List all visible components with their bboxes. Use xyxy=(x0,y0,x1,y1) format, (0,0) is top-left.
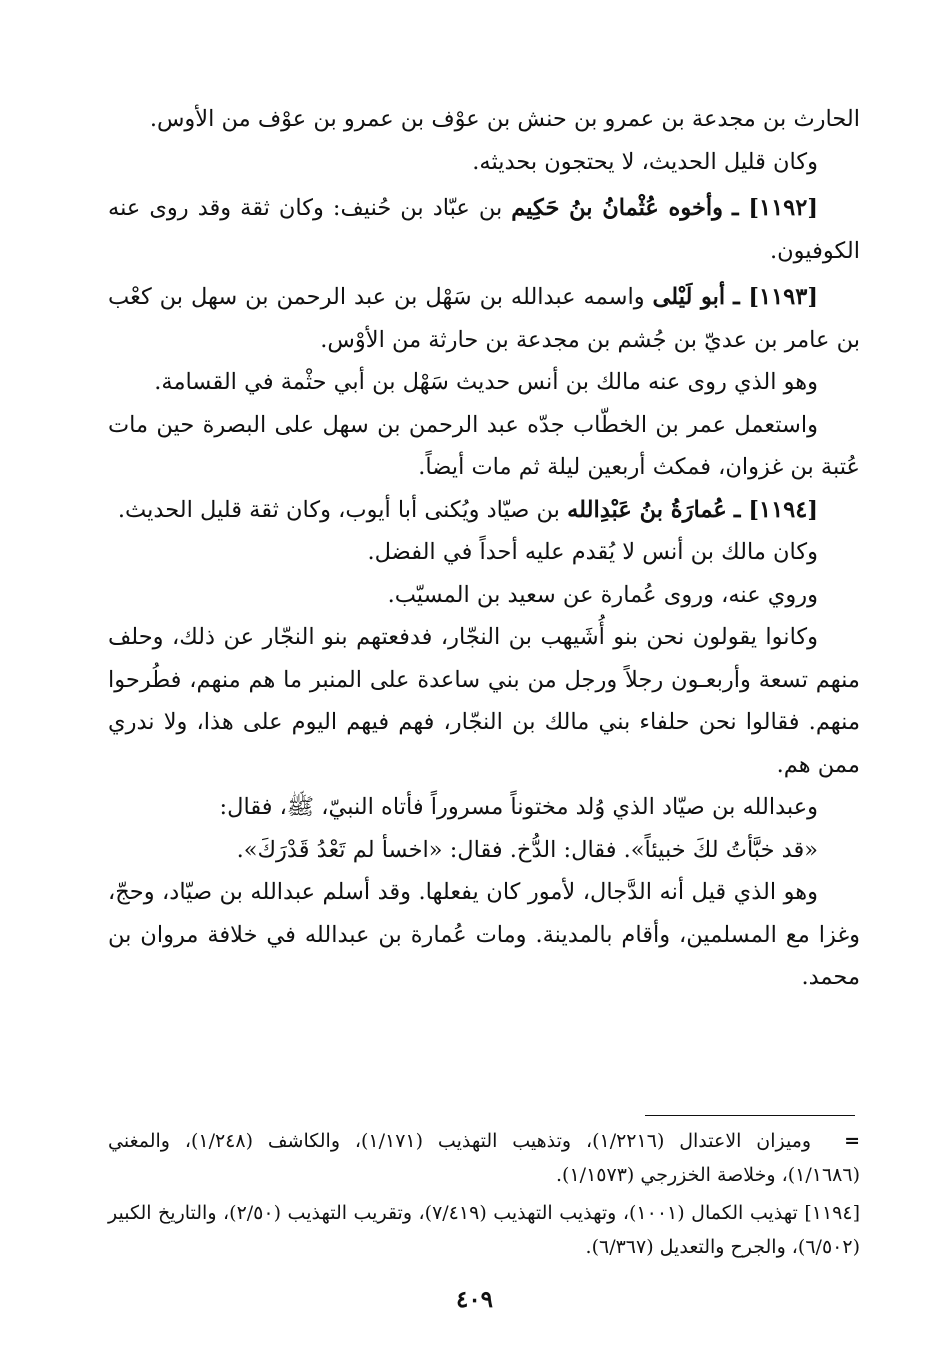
paragraph-5: وهو الذي روى عنه مالك بن أنس حديث سَهْل بن أبي حثْمة في القسامة. xyxy=(154,369,818,395)
entry-number: [١١٩٢] ـ xyxy=(732,195,818,221)
page-number: ٤٠٩ xyxy=(455,1286,494,1313)
paragraph-12: «قد خبَّأتُ لكَ خبيئاً». فقال: الدُّخ. فقال: «اخسأ لم تَعْدُ قَدْرَكَ». xyxy=(236,836,818,863)
footnote-text: تهذيب الكمال (١٠٠١)، وتهذيب التهذيب (٧/٤١٩)، وتقريب التهذيب (٢/٥٠)، والتاريخ الكبير (٦/٥٠٢)، والجرح والتعديل (٦/٣٦٧). xyxy=(108,1202,860,1258)
footnote-separator xyxy=(645,1115,855,1116)
main-text xyxy=(108,98,860,999)
paragraph-11: وعبدالله بن صيّاد الذي وُلد مختوناً مسروراً فأتاه النبيّ، ﷺ، فقال: xyxy=(219,794,818,820)
entry-text: واسمه عبدالله بن سَهْل بن عبد الرحمن بن سهل بن كعْب بن عامر بن عديّ بن جُشم بن مجدعة بن حارثة من الأوْس. xyxy=(108,284,860,353)
footnote-text: وميزان الاعتدال (١/٢٢١٦)، وتذهيب التهذيب (١/١٧١)، والكاشف (١/٢٤٨)، والمغني (١/١٦٨٦)، وخلاصة الخزرجي (١/١٥٧٣). xyxy=(108,1130,860,1186)
paragraph-10: وكانوا يقولون نحن بنو أُشَيهب بن النجّار، فدفعتهم بنو النجّار عن ذلك، وحلف منهم تسعة وأربعـون رجلاً ورجل من بني ساعدة على المنبر ما هم منهم، فطُرحوا منهم. فقالوا نحن حلفاء بني مالك بن النجّار، فهم فيهم اليوم على هذا، ولا ندري ممن هم. xyxy=(108,624,860,778)
entry-1192 xyxy=(108,187,860,272)
paragraph-1: الحارث بن مجدعة بن عمرو بن حنش بن عوْف بن عمرو بن عوْف من الأوس. xyxy=(149,106,860,132)
paragraph-2: وكان قليل الحديث، لا يحتجون بحديثه. xyxy=(472,148,818,175)
footnote-mark: [١١٩٤] xyxy=(804,1202,860,1224)
entry-number: [١١٩٣] ـ xyxy=(733,284,819,310)
entry-1194 xyxy=(108,489,860,532)
footnote-1 xyxy=(108,1124,860,1192)
paragraph-9: وروي عنه، وروى عُمارة عن سعيد بن المسيّب. xyxy=(387,581,818,608)
footnote-2 xyxy=(108,1196,860,1264)
paragraph-13: وهو الذي قيل أنه الدَّجال، لأمور كان يفعلها. وقد أسلم عبدالله بن صيّاد، وحجّ، وغزا مع المسلمين، وأقام بالمدينة. ومات عُمارة بن عبدالله في خلافة مروان بن محمد. xyxy=(108,879,860,990)
paragraph-8: وكان مالك بن أنس لا يُقدم عليه أحداً في الفضل. xyxy=(367,539,818,565)
entry-name: أبو لَيْلى xyxy=(652,284,726,310)
paragraph-6: واستعمل عمر بن الخطّاب جدّه عبد الرحمن بن سهل على البصرة حين مات عُتبة بن غزوان، فمكث أربعين ليلة ثم مات أيضاً. xyxy=(108,411,860,480)
footnotes xyxy=(108,1124,860,1268)
entry-1193 xyxy=(108,276,860,361)
entry-text: بن صيّاد ويُكنى أبا أيوب، وكان ثقة قليل الحديث. xyxy=(117,496,560,523)
entry-name: وأخوه عُثْمانُ بنُ حَكِيم xyxy=(511,195,723,221)
footnote-mark: = xyxy=(844,1130,860,1152)
entry-text: بن عبّاد بن حُنيف: وكان ثقة وقد روى عنه الكوفيون. xyxy=(108,195,860,264)
entry-number: [١١٩٤] ـ xyxy=(733,496,818,523)
entry-name: عُمارَةُ بنُ عَبْدِالله xyxy=(567,496,727,523)
